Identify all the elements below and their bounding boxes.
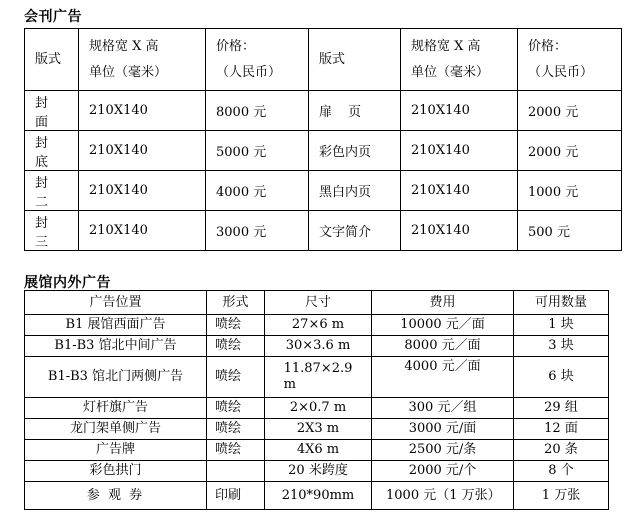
format-cell-2: 文字简介	[309, 211, 401, 251]
quantity-cell: 8 个	[514, 461, 609, 482]
form-cell	[207, 461, 265, 482]
form-cell: 喷绘	[207, 419, 265, 440]
table-row	[25, 357, 609, 398]
quantity-cell: 1 万张	[514, 482, 609, 510]
spec-cell-2: 210X140	[401, 171, 518, 211]
form-cell: 喷绘	[207, 440, 265, 461]
header-fee: 费用	[372, 291, 514, 315]
size-cell: 4X6 m	[265, 440, 372, 461]
header-format-2: 版式	[309, 29, 401, 91]
table-row	[25, 171, 622, 211]
quantity-cell: 1 块	[514, 315, 609, 336]
magazine-ads-table	[24, 28, 622, 251]
table-row	[25, 482, 609, 510]
format-cell: 封 面	[25, 91, 79, 131]
size-cell: 2X3 m	[265, 419, 372, 440]
spec-cell: 210X140	[79, 131, 206, 171]
spec-cell: 210X140	[79, 91, 206, 131]
magazine-ads-title: 会刊广告	[24, 9, 82, 25]
format-cell-2: 彩色内页	[309, 131, 401, 171]
fee-cell: 2000 元/个	[372, 461, 514, 482]
header-form: 形式	[207, 291, 265, 315]
table-row	[25, 461, 609, 482]
table-row	[25, 440, 609, 461]
fee-cell: 3000 元/面	[372, 419, 514, 440]
position-cell: 参 观 券	[25, 482, 207, 510]
position-cell: B1-B3 馆北中间广告	[25, 336, 207, 357]
form-cell: 喷绘	[207, 398, 265, 419]
quantity-cell: 29 组	[514, 398, 609, 419]
quantity-cell: 3 块	[514, 336, 609, 357]
fee-cell: 4000 元／面	[372, 357, 514, 398]
header-price-2: 价格： （人民币）	[518, 29, 622, 91]
table-row	[25, 211, 622, 251]
position-cell: 灯杆旗广告	[25, 398, 207, 419]
table-header-row	[25, 291, 609, 315]
table-row	[25, 336, 609, 357]
position-cell: 龙门架单侧广告	[25, 419, 207, 440]
spec-cell-2: 210X140	[401, 211, 518, 251]
price-cell-2: 2000 元	[518, 131, 622, 171]
fee-cell: 8000 元／面	[372, 336, 514, 357]
table-row	[25, 419, 609, 440]
quantity-cell: 12 面	[514, 419, 609, 440]
format-cell: 封 底	[25, 131, 79, 171]
table-row	[25, 131, 622, 171]
format-cell-2: 扉 页	[309, 91, 401, 131]
position-cell: B1 展馆西面广告	[25, 315, 207, 336]
table-row	[25, 315, 609, 336]
fee-cell: 2500 元/条	[372, 440, 514, 461]
header-quantity: 可用数量	[514, 291, 609, 315]
format-cell: 封 三	[25, 211, 79, 251]
price-cell: 4000 元	[206, 171, 309, 211]
position-cell: 广告牌	[25, 440, 207, 461]
form-cell: 喷绘	[207, 315, 265, 336]
header-price: 价格： （人民币）	[206, 29, 309, 91]
form-cell: 喷绘	[207, 357, 265, 398]
quantity-cell: 6 块	[514, 357, 609, 398]
size-cell: 30×3.6 m	[265, 336, 372, 357]
size-cell: 27×6 m	[265, 315, 372, 336]
size-cell: 2×0.7 m	[265, 398, 372, 419]
spec-cell-2: 210X140	[401, 131, 518, 171]
table-row	[25, 91, 622, 131]
header-format: 版式	[25, 29, 79, 91]
size-cell: 210*90mm	[265, 482, 372, 510]
price-cell-2: 500 元	[518, 211, 622, 251]
price-cell-2: 2000 元	[518, 91, 622, 131]
form-cell: 印刷	[207, 482, 265, 510]
format-cell-2: 黑白内页	[309, 171, 401, 211]
quantity-cell: 20 条	[514, 440, 609, 461]
table-header-row	[25, 29, 622, 91]
price-cell: 5000 元	[206, 131, 309, 171]
spec-cell: 210X140	[79, 171, 206, 211]
header-position: 广告位置	[25, 291, 207, 315]
header-spec: 规格宽 X 高 单位（毫米）	[79, 29, 206, 91]
size-cell: 20 米跨度	[265, 461, 372, 482]
position-cell: 彩色拱门	[25, 461, 207, 482]
spec-cell-2: 210X140	[401, 91, 518, 131]
table-row	[25, 398, 609, 419]
price-cell: 8000 元	[206, 91, 309, 131]
position-cell: B1-B3 馆北门两侧广告	[25, 357, 207, 398]
price-cell-2: 1000 元	[518, 171, 622, 211]
hall-ads-table	[24, 290, 609, 510]
hall-ads-title: 展馆内外广告	[24, 275, 111, 291]
fee-cell: 10000 元／面	[372, 315, 514, 336]
price-cell: 3000 元	[206, 211, 309, 251]
size-cell: 11.87×2.9 m	[265, 357, 372, 398]
header-size: 尺寸	[265, 291, 372, 315]
format-cell: 封 二	[25, 171, 79, 211]
header-spec-2: 规格宽 X 高 单位（毫米）	[401, 29, 518, 91]
fee-cell: 1000 元（1 万张）	[372, 482, 514, 510]
fee-cell: 300 元／组	[372, 398, 514, 419]
form-cell: 喷绘	[207, 336, 265, 357]
spec-cell: 210X140	[79, 211, 206, 251]
